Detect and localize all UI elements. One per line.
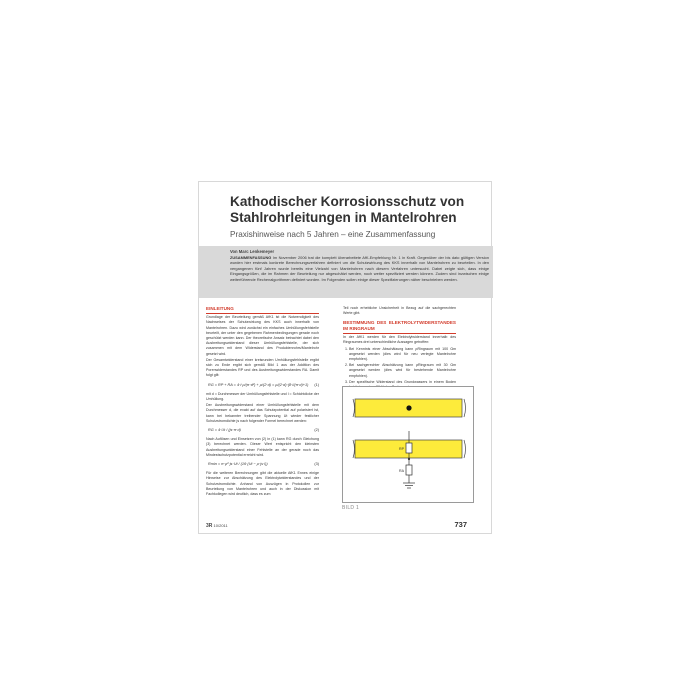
paragraph: mit d = Durchmesser der Umhüllungsfehlstelle und l = Schichtdicke der Umhüllung.: [206, 391, 319, 402]
formula-2-number: (2): [314, 428, 319, 433]
resistor-rp: [406, 443, 412, 453]
formula-3-text: Rmin = π·ρ²·js·Ut / (16·(Ut − ρ·js·l)): [208, 462, 268, 467]
section-rule: [343, 333, 456, 334]
resistor-ra: [406, 465, 412, 475]
list-item: 2. Bei sachgerechter Abschätzung kann ρRingraum mit 30 Ωm angesetzt werden (dies wird für bestehende Mantelrohre empfohlen).: [349, 363, 456, 379]
paragraph: Für die weiteren Berechnungen gibt die aktuelle AfK1 Ennes einige Hinweise zur Abschätzung des Elektrolytwiderstandes und der Schutzstromdichte. Anhand von Auszügen in Protokollen zur Beurteilung von Mantelrohren und auch in der Diskussion mit Fachkollegen wird deutlich, dass es zum: [206, 471, 319, 497]
magazine-page: [198, 181, 492, 534]
formula-2: [208, 428, 319, 433]
numbered-list: [343, 347, 456, 391]
label-rp: RP: [399, 447, 404, 451]
paragraph: Nach Auflösen und Einsetzen von (2) in (1) kann RG durch Gleichung (3) berechnet werden. Dieser Wert entspricht den kleinsten Ausbreitungswiderstand einer Fehlstelle an der gerade noch das Mindestschutzpotential erreicht wird.: [206, 437, 319, 457]
paragraph: Grundlage der Beurteilung gemäß AfK1 ist die Notwendigkeit des Nachweises der Schutzwirkung des KKS auch innerhalb von Mantelrohren. Dazu wird zunächst ein einfaches Umhüllungsfehlstelle beurteilt, der unter den gegebenen Rahmenbedingungen gerade noch geschützt werden kann. Der theoretische Ansatz betrachtet dabei den Ausbreitungswiderstand dieser Umhüllungsfehlstelle, der sich zusammen mit dem Widerstand des Produktenrohrs/Mantelrohr gesetzt wird.: [206, 315, 319, 356]
pipe-break-left: [353, 399, 355, 417]
section-heading-einleitung: EINLEITUNG: [206, 306, 234, 311]
list-item: 3. Der spezifische Widerstand des Grundwassers in einem Boden: [349, 380, 456, 390]
formula-1-text: RG = RP + RA = 4·l·ρ/(π·d²) + ρ/(2·d) = ρ/(2·d)·(8·l/(π·d)+1): [208, 382, 309, 387]
issue-date: 10/2011: [213, 523, 228, 528]
left-column: [206, 306, 319, 498]
page-number: 737: [454, 520, 467, 529]
article-subtitle: Praxishinweise nach 5 Jahren – eine Zusammenfassung: [230, 230, 436, 239]
pipe-diagram: [343, 387, 475, 504]
pipe-break-right: [464, 399, 466, 417]
paragraph: Der Ausbreitungswiderstand einer Umhüllungsfehlstelle mit dem Durchmesser d, die exakt auf das Schutzpotential auf polarisiert ist, kann bei bekannter treibender Spannung Ut wieder festlicher Schutzstromdichte js nach folgender Formel berechnet werden:: [206, 403, 319, 423]
list-item: 1. Bei Kenntnis einer Abschätzung kann ρRingraum mit 100 Ωm angesetzt werden (dies wird für neu verlegte Mantelrohre empfohlen).: [349, 347, 456, 363]
abstract-label: ZUSAMMENFASSUNG: [230, 255, 272, 260]
formula-2-text: RG = 4·Ut / (js·π·d): [208, 428, 241, 433]
figure-1: [342, 386, 474, 503]
label-ra: RA: [399, 469, 404, 473]
article-title: Kathodischer Korrosionsschutz von Stahlrohrleitungen in Mantelrohren: [230, 194, 465, 225]
section-heading-elektrolytwiderstand: BESTIMMUNG DES ELEKTROLYTWIDERSTANDES IM RINGRAUM: [343, 320, 456, 331]
abstract-box: [199, 246, 493, 298]
paragraph: In der AfK1 werden für den Elektrolytwiderstand innerhalb des Ringraumes drei unterschiedliche Aussagen getroffen:: [343, 335, 456, 345]
issue-info: [206, 523, 228, 529]
formula-1-number: (1): [314, 382, 319, 387]
formula-3: [208, 462, 319, 467]
formula-1: [208, 383, 319, 388]
abstract-text: [230, 255, 489, 282]
author-line: Von Marc Lenkemeyer: [230, 249, 275, 254]
pipe-break-left-2: [353, 440, 355, 458]
paragraph: Teil noch erhebliche Unsicherheit in Bezug auf die sachgerechten Werte gibt.: [343, 306, 456, 316]
pipe-break-right-2: [464, 440, 466, 458]
defect-dot: [406, 405, 411, 410]
formula-3-number: (3): [314, 462, 319, 467]
figure-caption: BILD 1: [342, 505, 360, 511]
paragraph: Der Gesamtwiderstand einer kreisrunden Umhüllungsfehlstelle ergibt sich zu Ende ergibt sich gemäß Bild 1 aus der Addition des Porenwiderstandes RP und des Ausbreitungswiderstandes RA. Damit folgt gilt:: [206, 357, 319, 378]
issue-logo: 3R: [206, 523, 213, 529]
abstract-body: Im November 2006 trat die komplett überarbeitete AfK-Empfehlung Nr. 1 in Kraft. Gegenüber der bis dato gültigen Version wurden hier erstmals konkrete Berechnungsverfahren definiert um die Schutzwirkung des KKS innerhalb von Mantelrohren zu beurteilen. In den vergangenen fünf Jahren wurde bereits eine Vielzahl von Mantelrohren nach diesem Verfahren untersucht. Dabei zeigte sich, dass einige Eingangsgrößen, die im Rahmen der Beurteilung nur abgeschätzt werden, noch weiter spezifiziert werden können. Zudem sind inzwischen einige weiterführende Rechenalgorithmen definiert worden. Im Folgenden sollen einige dieser Spezifizierungen näher beschrieben werden.: [230, 255, 489, 282]
section-rule: [206, 313, 319, 314]
